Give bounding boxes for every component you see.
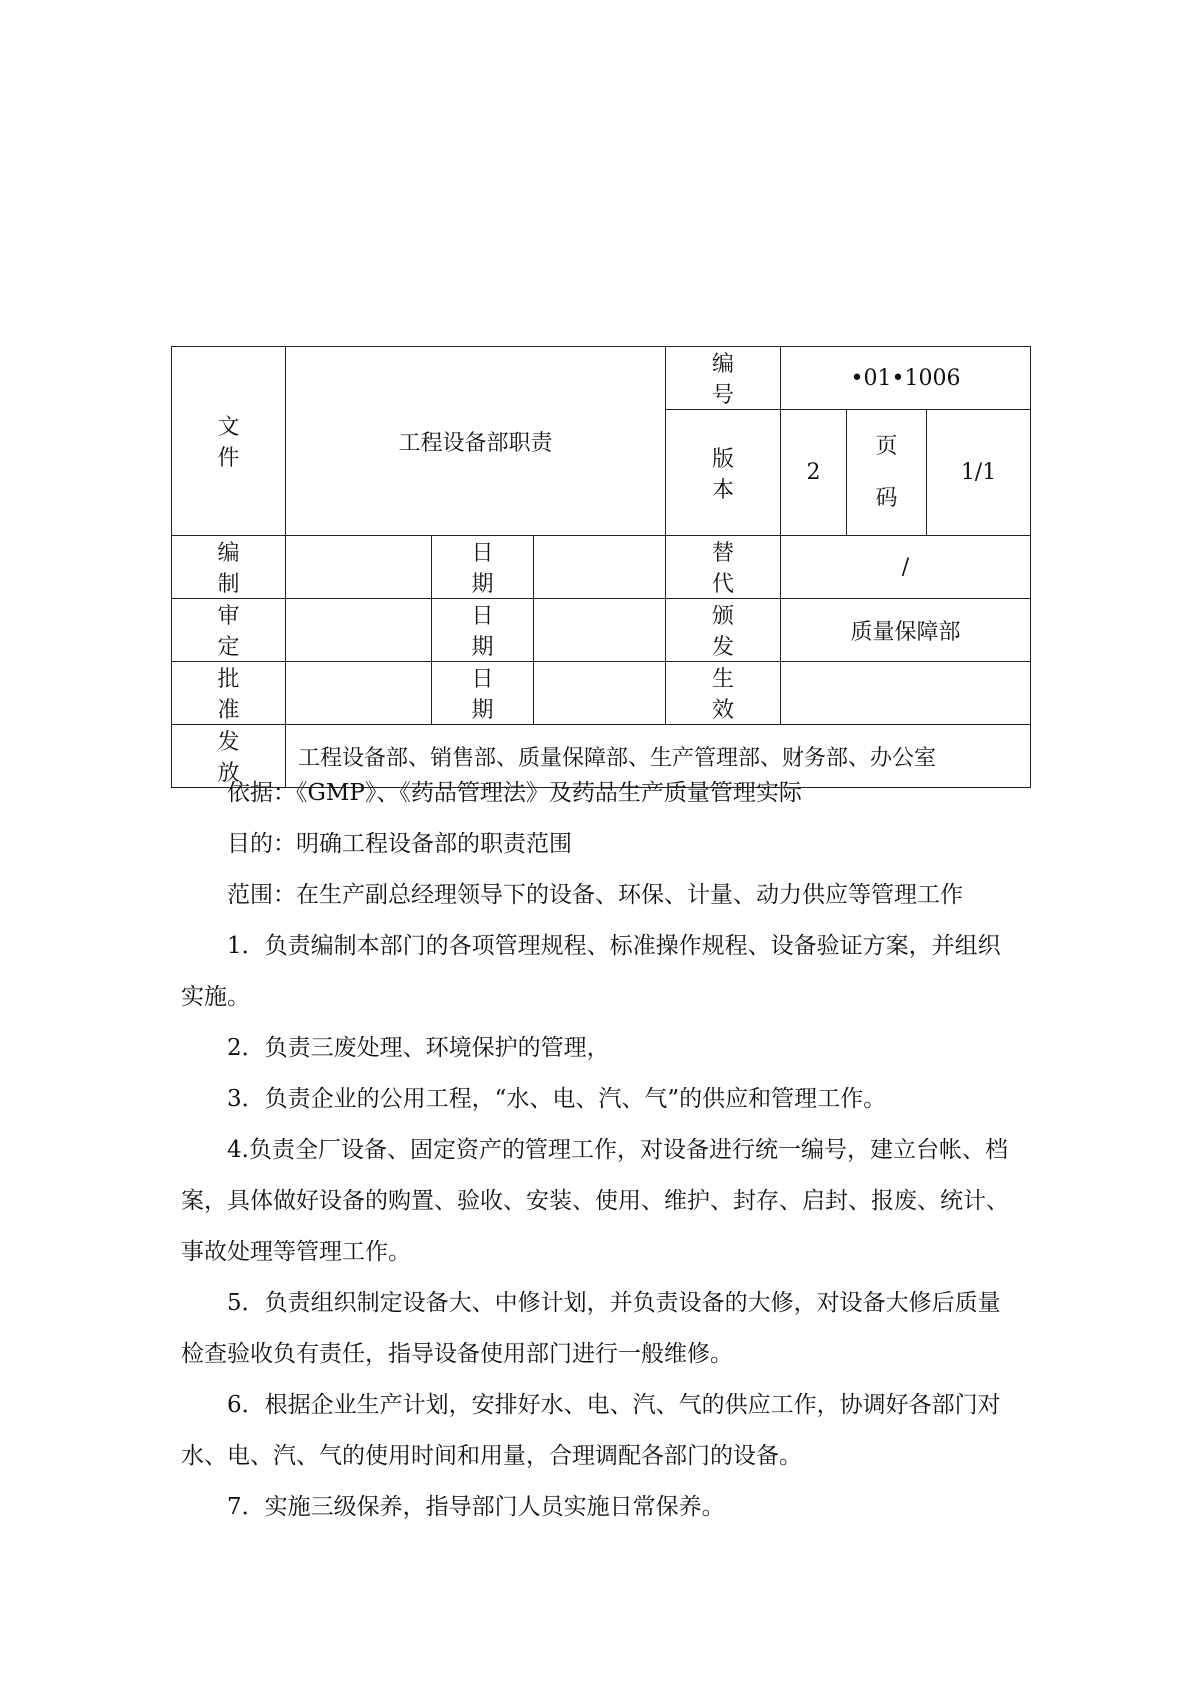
distribute-value: 工程设备部、销售部、质量保障部、生产管理部、财务部、办公室 bbox=[286, 725, 1031, 788]
issue-value: 质量保障部 bbox=[781, 599, 1031, 662]
page-label bbox=[847, 410, 927, 536]
doc-title: 工程设备部职责 bbox=[286, 347, 666, 536]
compile-value bbox=[286, 536, 432, 599]
issue-label: 颁发 bbox=[666, 599, 781, 662]
doc-label: 文件 bbox=[172, 347, 286, 536]
scope-line: 范围：在生产副总经理领导下的设备、环保、计量、动力供应等管理工作 bbox=[227, 882, 963, 908]
page-label-bottom: 码 bbox=[875, 485, 898, 511]
list-item: 4.负责全厂设备、固定资产的管理工作，对设备进行统一编号，建立台帐、档案，具体做好设备的购置、验收、安装、使用、维护、封存、启封、报废、统计、事故处理等管理工作。 bbox=[181, 1137, 1009, 1265]
basis-line: 依据：《GMP》、《药品管理法》及药品生产质量管理实际 bbox=[227, 780, 802, 806]
approve-label: 批准 bbox=[172, 662, 286, 725]
version-value: 2 bbox=[781, 410, 847, 536]
review-label: 审定 bbox=[172, 599, 286, 662]
review-date-value bbox=[534, 599, 666, 662]
number-label: 编号 bbox=[666, 347, 781, 410]
review-value bbox=[286, 599, 432, 662]
distribute-label: 发放 bbox=[172, 725, 286, 788]
version-label: 版本 bbox=[666, 410, 781, 536]
compile-date-label: 日期 bbox=[432, 536, 534, 599]
effective-value bbox=[781, 662, 1031, 725]
effective-label: 生效 bbox=[666, 662, 781, 725]
number-value: •01•1006 bbox=[781, 347, 1031, 410]
document-header-table bbox=[171, 346, 1031, 788]
list-item: 2．负责三废处理、环境保护的管理， bbox=[227, 1035, 610, 1061]
review-date-label: 日期 bbox=[432, 599, 534, 662]
list-item: 3．负责企业的公用工程，“水、电、汽、气”的供应和管理工作。 bbox=[227, 1086, 887, 1112]
list-item: 5．负责组织制定设备大、中修计划，并负责设备的大修，对设备大修后质量检查验收负有责任，指导设备使用部门进行一般维修。 bbox=[181, 1290, 1001, 1367]
compile-label: 编制 bbox=[172, 536, 286, 599]
approve-date-value bbox=[534, 662, 666, 725]
replace-label: 替代 bbox=[666, 536, 781, 599]
page-label-top: 页 bbox=[875, 433, 898, 459]
purpose-line: 目的：明确工程设备部的职责范围 bbox=[227, 831, 572, 857]
list-item: 1．负责编制本部门的各项管理规程、标准操作规程、设备验证方案，并组织实施。 bbox=[181, 933, 1001, 1010]
list-item: 7．实施三级保养，指导部门人员实施日常保养。 bbox=[227, 1494, 725, 1520]
compile-date-value bbox=[534, 536, 666, 599]
list-item: 6．根据企业生产计划，安排好水、电、汽、气的供应工作，协调好各部门对水、电、汽、气的使用时间和用量，合理调配各部门的设备。 bbox=[181, 1392, 1001, 1469]
document-body bbox=[181, 768, 1021, 1533]
approve-value bbox=[286, 662, 432, 725]
replace-value: / bbox=[781, 536, 1031, 599]
approve-date-label: 日期 bbox=[432, 662, 534, 725]
page-value: 1/1 bbox=[927, 410, 1031, 536]
